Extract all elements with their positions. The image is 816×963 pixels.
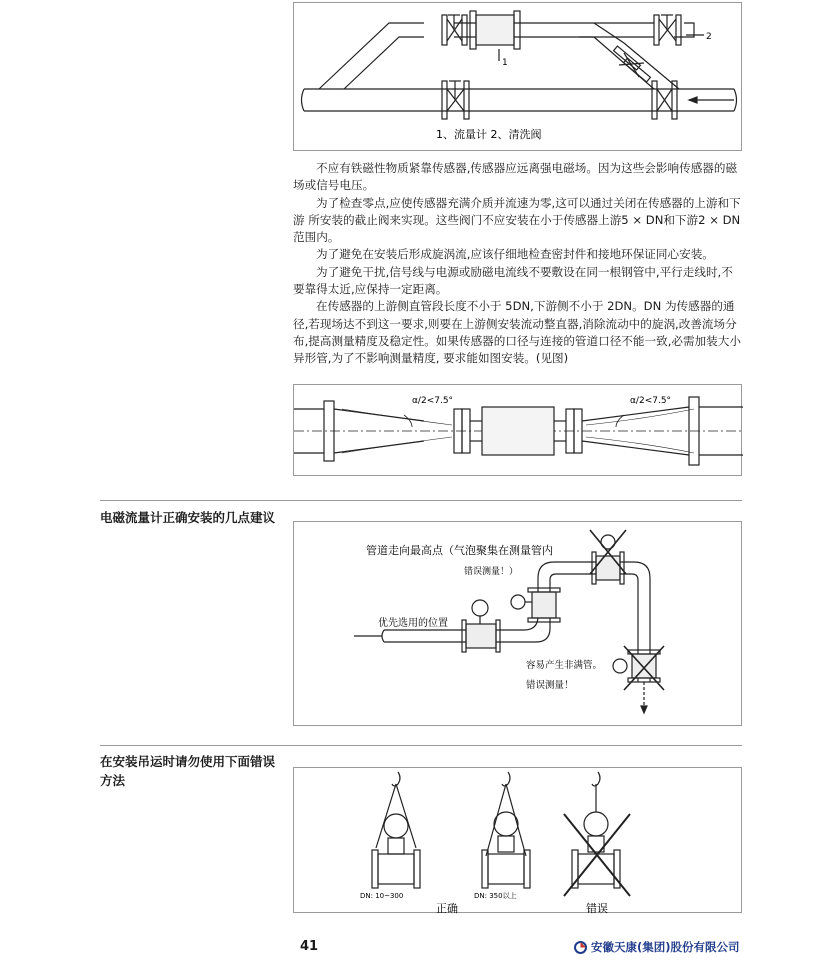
label-error-measure-1: 错误测量！）: [464, 567, 519, 577]
body-text: [293, 160, 743, 368]
pipeline-positions-drawing: [294, 522, 743, 727]
label-dn-range-2: DN: 350以上: [474, 892, 517, 900]
figure1-label-2: 2: [706, 32, 712, 42]
bypass-piping-drawing: [294, 3, 743, 152]
paragraph-magnetic: 不应有铁磁性物质紧靠传感器,传感器应远离强电磁场。因为这些会影响传感器的磁场或信号电压。: [293, 161, 738, 193]
angle-label-right: α/2<7.5°: [630, 396, 672, 406]
figure-bypass-installation: [293, 2, 742, 151]
angle-label-left: α/2<7.5°: [412, 396, 454, 406]
reducer-drawing: [294, 385, 743, 477]
lifting-methods-drawing: [294, 768, 743, 914]
company-name: 安徽天康(集团)股份有限公司: [591, 940, 740, 954]
paragraph-straight-pipe: 在传感器的上游侧直管段长度不小于 5DN,下游侧不小于 2DN。DN 为传感器的通径,若现场达不到这一要求,则要在上游侧安装流动整直器,消除流动中的旋涡,改善流场分布,提高测量精度及稳定性。如果传感器的口径与连接的管道口径不能一致,必需加装大小异形管,为了不影响测量精度, 要求能如图安装。(见图): [293, 299, 741, 366]
figure-pipeline-positions: [293, 521, 742, 726]
section-heading-lifting: 在安装吊运时请勿使用下面错误方法: [100, 754, 276, 788]
label-not-full-pipe: 容易产生非满管。: [526, 660, 603, 671]
figure1-caption: 1、流量计 2、清洗阀: [436, 128, 542, 141]
page-number: 41: [300, 939, 319, 954]
paragraph-zero-check: 为了检查零点,应使传感器充满介质并流速为零,这可以通过关闭在传感器的上游和下游 所安装的截止阀来实现。这些阀门不应安装在小于传感器上游5 × DN和下游2 × DN 范围内。: [293, 195, 741, 245]
paragraph-vortex: 为了避免在安装后形成旋涡流,应该仔细地检查密封件和接地环保证同心安装。: [316, 247, 714, 262]
label-dn-range-1: DN: 10~300: [360, 892, 404, 900]
footer-brand: [574, 939, 740, 955]
section-divider-2: [100, 745, 742, 746]
figure-reducer-installation: [293, 384, 742, 476]
company-logo-icon: [574, 941, 587, 954]
figure-lifting-methods: [293, 767, 742, 913]
label-highest-point: 管道走向最高点（气泡聚集在测量管内: [366, 544, 553, 557]
label-wrong: 错误: [586, 902, 608, 914]
paragraph-interference: 为了避免干扰,信号线与电源或励磁电流线不要敷设在同一根钢管中,平行走线时,不要靠得太近,应保持一定距离。: [293, 264, 733, 297]
label-error-measure-2: 错误测量！: [526, 680, 574, 691]
label-preferred-position: 优先选用的位置: [378, 618, 448, 629]
section-divider-1: [100, 500, 742, 501]
label-correct: 正确: [436, 902, 458, 914]
figure1-label-1: 1: [502, 58, 508, 68]
section-heading-installation-advice: 电磁流量计正确安装的几点建议: [100, 510, 276, 525]
